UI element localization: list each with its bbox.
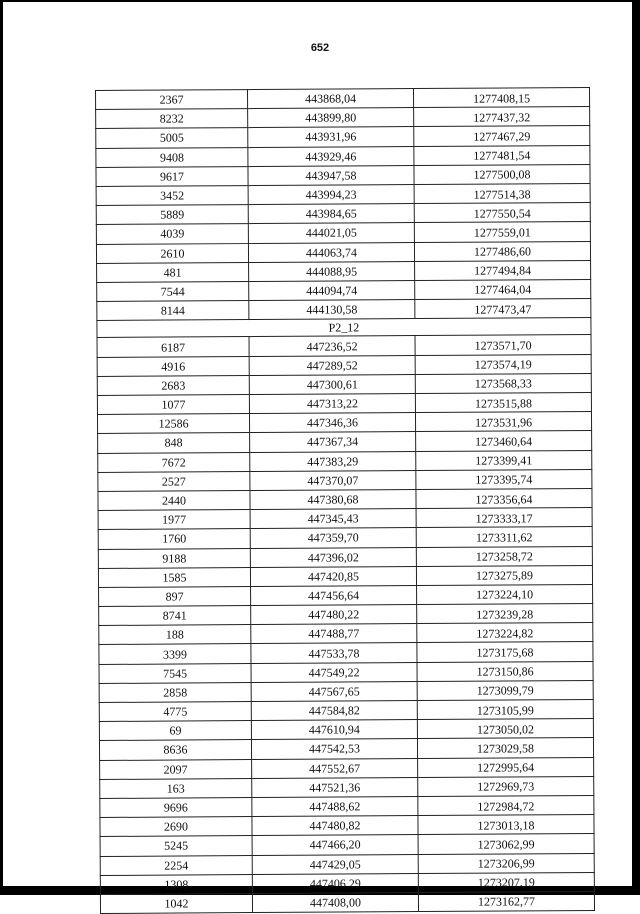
x-coordinate-cell: 447289,52 (249, 355, 415, 375)
point-number-cell: 163 (100, 778, 252, 798)
y-coordinate-cell: 1277514,38 (414, 183, 590, 203)
x-coordinate-cell: 443984,65 (248, 204, 414, 224)
point-number-cell: 6187 (97, 337, 249, 357)
y-coordinate-cell: 1272969,73 (418, 776, 594, 796)
point-number-cell: 8741 (99, 606, 251, 626)
point-number-cell: 188 (99, 625, 251, 645)
x-coordinate-cell: 447380,68 (250, 489, 416, 509)
x-coordinate-cell: 447533,78 (251, 643, 417, 663)
y-coordinate-cell: 1273013,18 (418, 815, 594, 835)
x-coordinate-cell: 447488,77 (251, 624, 417, 644)
point-number-cell: 481 (97, 262, 249, 282)
y-coordinate-cell: 1273062,99 (418, 834, 594, 854)
x-coordinate-cell: 447359,70 (250, 528, 416, 548)
y-coordinate-cell: 1277500,08 (414, 164, 590, 184)
y-coordinate-cell: 1277559,01 (414, 222, 590, 242)
point-number-cell: 8144 (97, 301, 249, 321)
point-number-cell: 5245 (100, 836, 252, 856)
point-number-cell: 1308 (100, 874, 252, 894)
x-coordinate-cell: 444130,58 (249, 300, 415, 320)
point-number-cell: 2097 (100, 759, 252, 779)
point-number-cell: 897 (99, 586, 251, 606)
point-number-cell: 848 (98, 433, 250, 453)
point-number-cell: 2367 (96, 90, 248, 110)
point-number-cell: 3399 (99, 644, 251, 664)
x-coordinate-cell: 443868,04 (248, 89, 414, 109)
x-coordinate-cell: 444021,05 (248, 223, 414, 243)
x-coordinate-cell: 447406,29 (252, 873, 418, 893)
x-coordinate-cell: 447346,36 (249, 413, 415, 433)
x-coordinate-cell: 444063,74 (248, 242, 414, 262)
point-number-cell: 9696 (100, 797, 252, 817)
x-coordinate-cell: 444088,95 (249, 261, 415, 281)
point-number-cell: 5005 (96, 128, 248, 148)
y-coordinate-cell: 1273574,19 (415, 354, 591, 374)
point-number-cell: 1077 (97, 395, 249, 415)
point-number-cell: 2254 (100, 855, 252, 875)
point-number-cell: 12586 (97, 414, 249, 434)
y-coordinate-cell: 1272984,72 (418, 795, 594, 815)
point-number-cell: 7672 (98, 452, 250, 472)
y-coordinate-cell: 1273395,74 (416, 469, 592, 489)
y-coordinate-cell: 1273333,17 (416, 508, 592, 528)
x-coordinate-cell: 447466,20 (252, 835, 418, 855)
point-number-cell: 2683 (97, 375, 249, 395)
point-number-cell: 1760 (98, 529, 250, 549)
y-coordinate-cell: 1277486,60 (414, 241, 590, 261)
table-body (96, 87, 595, 913)
x-coordinate-cell: 443994,23 (248, 184, 414, 204)
y-coordinate-cell: 1273162,77 (418, 891, 594, 911)
y-coordinate-cell: 1273150,86 (417, 661, 593, 681)
y-coordinate-cell: 1273175,68 (417, 642, 593, 662)
x-coordinate-cell: 443947,58 (248, 165, 414, 185)
y-coordinate-cell: 1277467,29 (414, 126, 590, 146)
point-number-cell: 2690 (100, 817, 252, 837)
point-number-cell: 4039 (96, 224, 248, 244)
point-number-cell: 1585 (98, 567, 250, 587)
x-coordinate-cell: 447521,36 (252, 777, 418, 797)
y-coordinate-cell: 1273207,19 (418, 872, 594, 892)
y-coordinate-cell: 1273029,58 (417, 738, 593, 758)
y-coordinate-cell: 1273568,33 (415, 373, 591, 393)
x-coordinate-cell: 443929,46 (248, 146, 414, 166)
y-coordinate-cell: 1273399,41 (416, 450, 592, 470)
point-number-cell: 8636 (99, 740, 251, 760)
x-coordinate-cell: 447584,82 (251, 701, 417, 721)
point-number-cell: 5889 (96, 205, 248, 225)
coordinates-table (95, 87, 595, 914)
x-coordinate-cell: 444094,74 (249, 280, 415, 300)
y-coordinate-cell: 1273356,64 (416, 488, 592, 508)
x-coordinate-cell: 447408,00 (252, 892, 418, 912)
x-coordinate-cell: 447429,05 (252, 854, 418, 874)
page-number: 652 (310, 42, 330, 54)
point-number-cell: 2440 (98, 490, 250, 510)
y-coordinate-cell: 1273571,70 (415, 335, 591, 355)
y-coordinate-cell: 1277481,54 (414, 145, 590, 165)
point-number-cell: 8232 (96, 109, 248, 129)
y-coordinate-cell: 1272995,64 (418, 757, 594, 777)
x-coordinate-cell: 447488,62 (252, 796, 418, 816)
x-coordinate-cell: 447549,22 (251, 662, 417, 682)
point-number-cell: 7544 (97, 281, 249, 301)
x-coordinate-cell: 447552,67 (252, 758, 418, 778)
x-coordinate-cell: 447367,34 (250, 432, 416, 452)
x-coordinate-cell: 447456,64 (251, 585, 417, 605)
point-number-cell: 9408 (96, 147, 248, 167)
point-number-cell: 4916 (97, 356, 249, 376)
x-coordinate-cell: 447610,94 (251, 720, 417, 740)
point-number-cell: 4775 (99, 702, 251, 722)
x-coordinate-cell: 447300,61 (249, 374, 415, 394)
y-coordinate-cell: 1277473,47 (415, 299, 591, 319)
y-coordinate-cell: 1273224,82 (417, 623, 593, 643)
point-number-cell: 2858 (99, 682, 251, 702)
x-coordinate-cell: 447480,22 (251, 605, 417, 625)
x-coordinate-cell: 447383,29 (250, 451, 416, 471)
x-coordinate-cell: 447567,65 (251, 681, 417, 701)
y-coordinate-cell: 1273258,72 (416, 546, 592, 566)
x-coordinate-cell: 447480,82 (252, 816, 418, 836)
y-coordinate-cell: 1277437,32 (414, 107, 590, 127)
y-coordinate-cell: 1273275,89 (416, 565, 592, 585)
group-label: P2_12 (97, 318, 591, 338)
x-coordinate-cell: 447313,22 (249, 394, 415, 414)
x-coordinate-cell: 447370,07 (250, 470, 416, 490)
y-coordinate-cell: 1273206,99 (418, 853, 594, 873)
y-coordinate-cell: 1273311,62 (416, 527, 592, 547)
y-coordinate-cell: 1273239,28 (417, 604, 593, 624)
y-coordinate-cell: 1273460,64 (416, 431, 592, 451)
x-coordinate-cell: 447396,02 (250, 547, 416, 567)
x-coordinate-cell: 443899,80 (248, 108, 414, 128)
y-coordinate-cell: 1277464,04 (415, 279, 591, 299)
x-coordinate-cell: 447345,43 (250, 509, 416, 529)
x-coordinate-cell: 447542,53 (251, 739, 417, 759)
point-number-cell: 69 (99, 721, 251, 741)
y-coordinate-cell: 1273224,10 (417, 584, 593, 604)
x-coordinate-cell: 447420,85 (250, 566, 416, 586)
point-number-cell: 1042 (100, 893, 252, 913)
x-coordinate-cell: 443931,96 (248, 127, 414, 147)
y-coordinate-cell: 1273531,96 (415, 412, 591, 432)
y-coordinate-cell: 1273515,88 (415, 392, 591, 412)
point-number-cell: 9188 (98, 548, 250, 568)
point-number-cell: 2527 (98, 471, 250, 491)
y-coordinate-cell: 1277408,15 (413, 87, 589, 107)
point-number-cell: 1977 (98, 510, 250, 530)
y-coordinate-cell: 1273050,02 (417, 719, 593, 739)
point-number-cell: 9617 (96, 166, 248, 186)
y-coordinate-cell: 1273099,79 (417, 680, 593, 700)
y-coordinate-cell: 1277494,84 (415, 260, 591, 280)
point-number-cell: 7545 (99, 663, 251, 683)
y-coordinate-cell: 1273105,99 (417, 699, 593, 719)
x-coordinate-cell: 447236,52 (249, 336, 415, 356)
y-coordinate-cell: 1277550,54 (414, 203, 590, 223)
point-number-cell: 2610 (96, 243, 248, 263)
point-number-cell: 3452 (96, 186, 248, 206)
